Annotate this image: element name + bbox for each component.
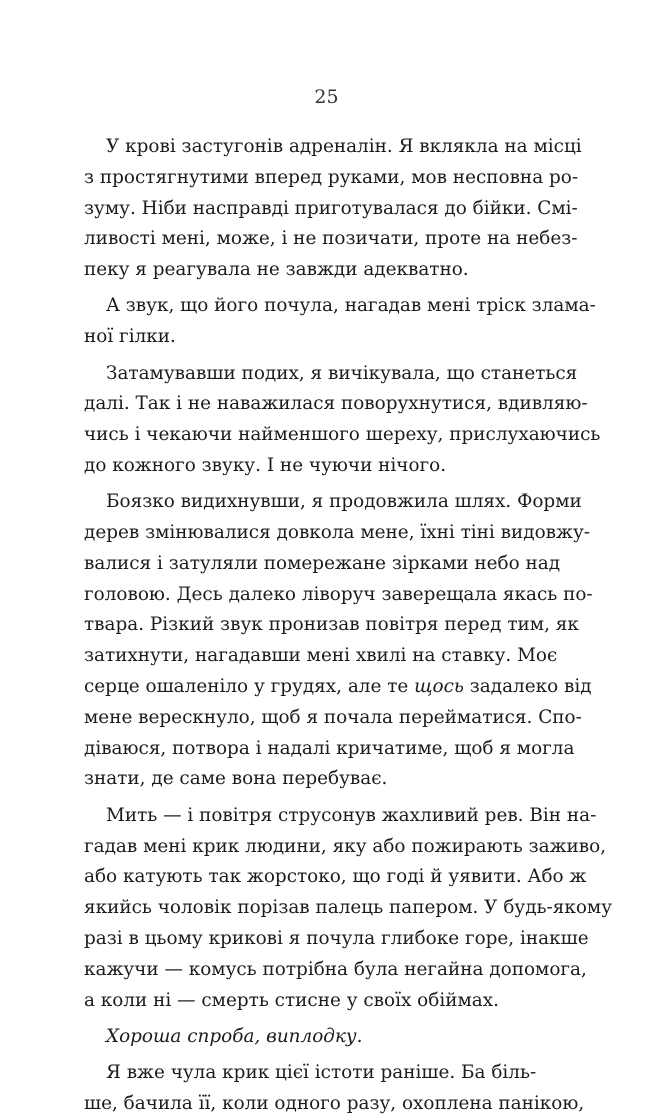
- italic-text-line: Хороша спроба, виплодку.: [106, 1025, 363, 1047]
- text-fragment: серце ошаленіло у грудях, але те: [84, 676, 415, 698]
- text-line: з простягнутими вперед руками, мов несповна ро-: [84, 166, 579, 188]
- text-line: діваюся, потвора і надалі кричатиме, щоб я могла: [84, 737, 575, 759]
- page-number: 25: [314, 86, 339, 108]
- text-line: ше, бачила її, коли одного разу, охоплена панікою,: [84, 1092, 585, 1114]
- text-line: А звук, що його почула, нагадав мені тріск злама-: [106, 295, 596, 317]
- text-line: головою. Десь далеко ліворуч заверещала якась по-: [84, 583, 593, 605]
- text-line: Боязко видихнувши, я продовжила шлях. Форми: [106, 491, 582, 513]
- text-line: ної гілки.: [84, 326, 176, 348]
- text-line: пеку я реагувала не завжди адекватно.: [84, 259, 469, 281]
- text-line: затихнути, нагадавши мені хвилі на ставку. Моє: [84, 645, 558, 667]
- text-line: до кожного звуку. І не чуючи нічого.: [84, 454, 447, 476]
- text-line: Я вже чула крик цієї істоти раніше. Ба біль-: [106, 1062, 537, 1084]
- text-line: якийсь чоловік порізав палець папером. У будь-якому: [84, 897, 613, 919]
- text-line: знати, де саме вона перебуває.: [84, 768, 388, 790]
- text-line: [84, 672, 592, 703]
- text-line: твара. Різкий звук пронизав повітря перед тим, як: [84, 614, 579, 636]
- body-text: [84, 132, 613, 1120]
- text-line: валися і затуляли помережане зірками небо над: [84, 552, 561, 574]
- text-line: далі. Так і не наважилася поворухнутися, вдивляю-: [84, 393, 588, 415]
- text-line: гадав мені крик людини, яку або пожирають заживо,: [84, 835, 607, 857]
- text-line: У крові застугонів адреналін. Я вклякла на місці: [106, 136, 582, 157]
- text-line: а коли ні — смерть стисне у своїх обіймах.: [84, 989, 499, 1011]
- text-line: зуму. Ніби насправді приготувалася до бійки. Смі-: [84, 197, 578, 219]
- text-line: мене верескнуло, щоб я почала перейматися. Спо-: [84, 706, 582, 728]
- italic-word: щось: [414, 676, 464, 698]
- text-line: Мить — і повітря струсонув жахливий рев. Він на-: [106, 804, 597, 826]
- text-line: разі в цьому крикові я почула глибоке горе, інакше: [84, 927, 589, 949]
- text-line: чись і чекаючи найменшого шереху, прислухаючись: [84, 424, 601, 446]
- text-line: дерев змінювалися довкола мене, їхні тіні видовжу-: [84, 522, 590, 544]
- text-line: ливості мені, може, і не позичати, проте на небез-: [84, 228, 578, 250]
- text-line: або катують так жорстоко, що годі й уявити. Або ж: [84, 866, 587, 888]
- text-fragment: задалеко від: [463, 676, 592, 698]
- text-line: Затамувавши подих, я вичікувала, що станеться: [106, 362, 578, 384]
- text-line: кажучи — комусь потрібна була негайна допомога,: [84, 958, 587, 980]
